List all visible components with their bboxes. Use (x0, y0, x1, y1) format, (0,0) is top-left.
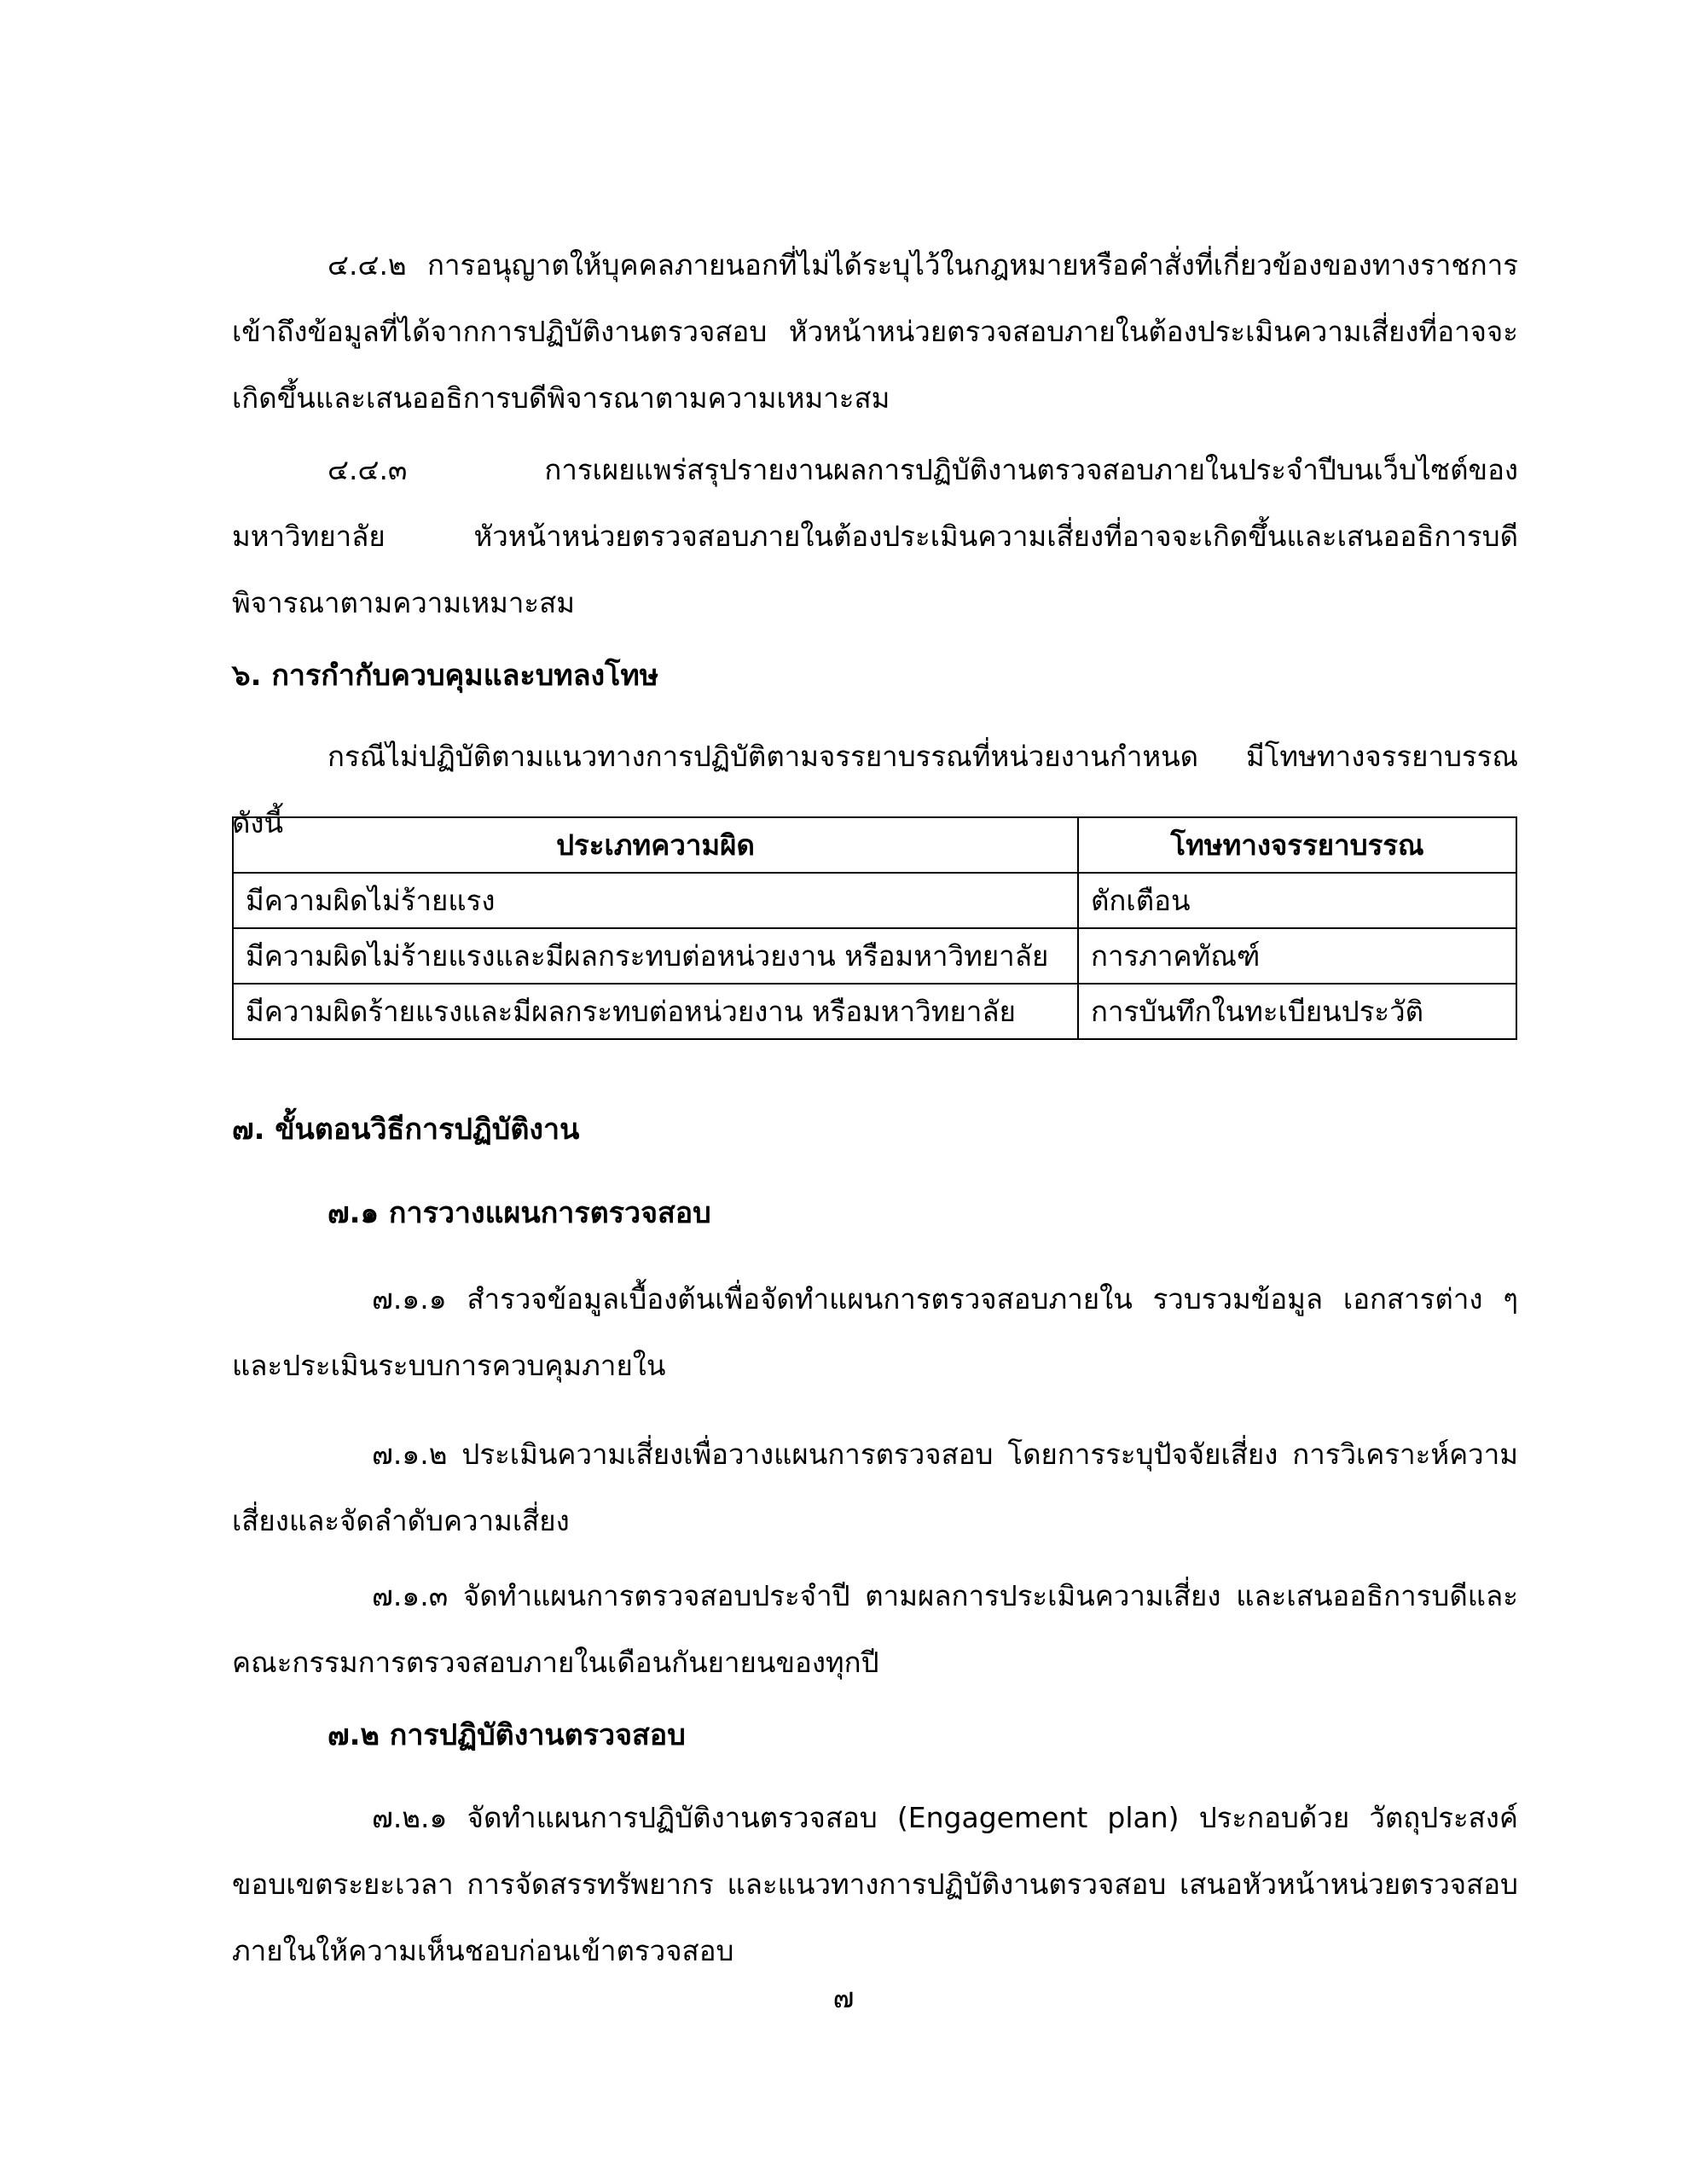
section-6-intro: กรณีไม่ปฏิบัติตามแนวทางการปฏิบัติตามจรรยาบรรณที่หน่วยงานกำหนด มีโทษทางจรรยาบรรณ ดังนี้ (232, 740, 1518, 839)
paragraph-7-2-1: ๗.๒.๑ จัดทำแผนการปฏิบัติงานตรวจสอบ (Engagement plan) ประกอบด้วย วัตถุประสงค์ ขอบเขตระยะเวลา การจัดสรรทรัพยากร และแนวทางการปฏิบัติงานตรวจสอบ เสนอหัวหน้าหน่วยตรวจสอบภายในให้ความเห็นชอบก่อนเข้าตรวจสอบ (232, 1801, 1518, 1967)
table-cell-penalty: การบันทึกในทะเบียนประวัติ (1078, 984, 1516, 1039)
table-header-penalty: โทษทางจรรยาบรรณ (1078, 817, 1516, 873)
section-6-heading: ๖. การกำกับควบคุมและบทลงโทษ (232, 659, 659, 693)
paragraph-7-1-2: ๗.๑.๒ ประเมินความเสี่ยงเพื่อวางแผนการตรวจสอบ โดยการระบุปัจจัยเสี่ยง การวิเคราะห์ความเสี่ยงและจัดลำดับความเสี่ยง (232, 1438, 1518, 1537)
table-header-offense-type: ประเภทความผิด (233, 817, 1078, 873)
table-cell-offense: มีความผิดไม่ร้ายแรงและมีผลกระทบต่อหน่วยงาน หรือมหาวิทยาลัย (233, 928, 1078, 984)
paragraph-4-4-3: ๔.๔.๓ การเผยแพร่สรุปรายงานผลการปฏิบัติงานตรวจสอบภายในประจำปีบนเว็บไซต์ของมหาวิทยาลัย หัวหน้าหน่วยตรวจสอบภายในต้องประเมินความเสี่ยงที่อาจจะเกิดขึ้นและเสนออธิการบดีพิจารณาตามความเหมาะสม (232, 453, 1518, 619)
paragraph-4-4-2: ๔.๔.๒ การอนุญาตให้บุคคลภายนอกที่ไม่ได้ระบุไว้ในกฎหมายหรือคำสั่งที่เกี่ยวข้องของทางราชการเข้าถึงข้อมูลที่ได้จากการปฏิบัติงานตรวจสอบ หัวหน้าหน่วยตรวจสอบภายในต้องประเมินความเสี่ยงที่อาจจะเกิดขึ้นและเสนออธิการบดีพิจารณาตามความเหมาะสม (232, 248, 1518, 415)
table-row (233, 873, 1516, 928)
table-cell-offense: มีความผิดร้ายแรงและมีผลกระทบต่อหน่วยงาน หรือมหาวิทยาลัย (233, 984, 1078, 1039)
penalty-table (232, 816, 1517, 1040)
table-row (233, 984, 1516, 1039)
section-7-heading: ๗. ขั้นตอนวิธีการปฏิบัติงาน (232, 1112, 580, 1147)
section-7-2-heading: ๗.๒ การปฏิบัติงานตรวจสอบ (328, 1718, 686, 1752)
section-7-1-heading: ๗.๑ การวางแผนการตรวจสอบ (328, 1196, 711, 1230)
page-number: ๗ (832, 1981, 855, 2014)
paragraph-7-1-1: ๗.๑.๑ สำรวจข้อมูลเบื้องต้นเพื่อจัดทำแผนการตรวจสอบภายใน รวบรวมข้อมูล เอกสารต่าง ๆ และประเมินระบบการควบคุมภายใน (232, 1282, 1518, 1382)
table-cell-offense: มีความผิดไม่ร้ายแรง (233, 873, 1078, 928)
table-header-row (233, 817, 1516, 873)
table-row (233, 928, 1516, 984)
table-cell-penalty: การภาคทัณฑ์ (1078, 928, 1516, 984)
table-cell-penalty: ตักเตือน (1078, 873, 1516, 928)
paragraph-7-1-3: ๗.๑.๓ จัดทำแผนการตรวจสอบประจำปี ตามผลการประเมินความเสี่ยง และเสนออธิการบดีและคณะกรรมการตรวจสอบภายในเดือนกันยายนของทุกปี (232, 1579, 1518, 1679)
